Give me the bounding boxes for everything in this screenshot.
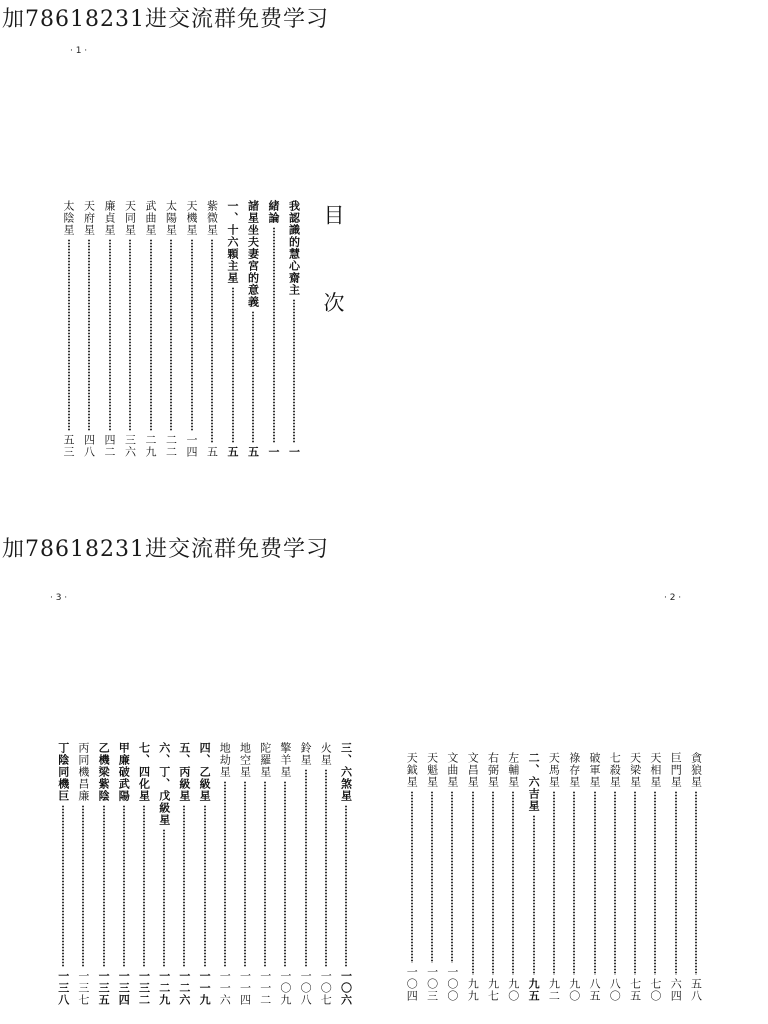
toc-entry-label: 貪狼星 [689,752,703,788]
toc-entry-label: 天魁星 [425,752,439,788]
leader-dots [512,791,514,975]
leader-dots [129,239,131,431]
toc-entry-page: 一四 [185,434,198,458]
toc-entry-page: 四八 [82,434,96,458]
leader-dots [82,805,84,967]
toc-entry [266,200,282,458]
toc-entry [163,200,179,458]
toc-entry-page: 一〇八 [299,970,313,1006]
leader-dots [293,299,295,443]
toc-entry-page: 九〇 [506,978,520,1002]
toc-entry [176,742,192,1006]
toc-entry [237,742,253,1006]
toc-entry-label: 紫微星 [205,200,219,236]
toc-entry [225,200,241,458]
toc-entry-page: 五八 [689,978,703,1002]
toc-entry-page: 一三四 [117,970,131,1006]
toc-entry [197,742,213,1006]
toc-entry [627,752,643,1002]
toc-entry-page: 一 [267,446,280,458]
leader-dots [472,791,474,975]
toc-entry [75,742,91,1006]
toc-entry-page: 六四 [669,978,683,1002]
leader-dots [594,791,596,975]
toc-entry [136,742,152,1006]
toc-entry [116,742,132,1006]
toc-entry-label: 武曲星 [144,200,157,236]
toc-entry [204,200,220,458]
leader-dots [109,239,111,431]
toc-entry [505,752,521,1002]
toc-entry-label: 五、丙級星 [177,742,191,802]
toc-entry-page: 二九 [144,434,157,458]
toc-entry-page: 一〇四 [405,966,419,1002]
toc-entry-label: 巨門星 [669,752,683,788]
toc-entry-page: 一〇三 [425,966,439,1002]
toc-entry-page: 七五 [628,978,642,1002]
toc-entry [245,200,261,458]
toc-entry-label: 地空星 [238,742,252,778]
leader-dots [431,791,433,963]
leader-dots [232,287,234,443]
toc-entry [424,752,440,1002]
toc-entry-page: 九九 [466,978,480,1002]
toc-entry-page: 五 [246,446,260,458]
toc-entry [546,752,562,1002]
toc-entry-label: 太陽星 [164,200,178,236]
leader-dots [533,815,535,975]
toc-entry-label: 一、十六顆主星 [226,200,239,284]
toc-entry [566,752,582,1002]
toc-entry-page: 一〇九 [278,970,292,1006]
toc-entry-label: 太陰星 [62,200,75,236]
toc-entry-page: 一三二 [137,970,151,1006]
toc-entry-page: 五 [205,446,219,458]
toc-entry [156,742,172,1006]
toc-entry-page: 一二九 [157,970,171,1006]
watermark-middle: 加78618231进交流群免费学习 [2,537,329,562]
toc-entry-label: 二、六吉星 [527,752,541,812]
toc-entry-page: 一〇六 [339,970,353,1006]
toc-entry [96,742,112,1006]
toc-entry-label: 四、乙級星 [198,742,212,802]
leader-dots [654,791,656,975]
toc-title: 目 次 [321,204,345,343]
toc-entry-page: 一〇〇 [445,966,459,1002]
toc-entry-label: 天同星 [123,200,137,236]
toc-entry-page: 一一九 [198,970,212,1006]
leader-dots [284,781,286,967]
toc-entry-label: 右弼星 [486,752,500,788]
toc-entry-label: 六、丁、戊級星 [157,742,171,826]
toc-entry-label: 陀羅星 [258,742,272,778]
leader-dots [183,805,185,967]
toc-entry-page: 一二六 [177,970,191,1006]
toc-entry-page: 八〇 [608,978,622,1002]
toc-entry-page: 一三八 [56,970,70,1006]
page-number-2: · 2 · [664,593,682,603]
toc-entry-page: 三六 [123,434,137,458]
toc-entry-page: 九二 [547,978,561,1002]
toc-entry [217,742,233,1006]
toc-entry-label: 甲廉破武陽 [117,742,131,802]
toc-entry [404,752,420,1002]
leader-dots [123,805,125,967]
toc-entry [607,752,623,1002]
toc-entry-label: 乙機梁紫陰 [97,742,111,802]
toc-entry-page: 一 [287,446,301,458]
leader-dots [224,781,226,967]
toc-entry-label: 廉貞星 [103,200,116,236]
toc-entry-label: 我認識的慧心齋主 [287,200,301,296]
toc-entry-label: 緒論 [267,200,280,224]
leader-dots [143,805,145,967]
leader-dots [150,239,152,431]
toc-entry [184,200,200,458]
leader-dots [211,239,213,443]
toc-entry-label: 鈴星 [299,742,313,766]
leader-dots [163,829,165,967]
toc-entry [444,752,460,1002]
toc-entry [647,752,663,1002]
toc-entry [688,752,704,1002]
toc-entry-page: 八五 [588,978,601,1002]
leader-dots [573,791,575,975]
toc-entry-label: 天梁星 [628,752,642,788]
leader-dots [553,791,555,975]
toc-entry-label: 火星 [319,742,333,766]
leader-dots [492,791,494,975]
toc-entry [102,200,118,458]
toc-entry [338,742,354,1006]
watermark-top: 加78618231进交流群免费学习 [2,7,329,32]
leader-dots [103,805,105,967]
toc-entry-page: 四二 [103,434,116,458]
leader-dots [614,791,616,975]
toc-entry-page: 一三五 [97,970,111,1006]
leader-dots [68,239,70,431]
toc-entry [668,752,684,1002]
toc-entry-label: 丁陰同機巨 [56,742,70,802]
toc-entry-page: 九〇 [567,978,581,1002]
leader-dots [345,805,347,967]
toc-entry-label: 天鉞星 [405,752,419,788]
leader-dots [305,769,307,967]
leader-dots [62,805,64,967]
toc-entry [122,200,138,458]
toc-entry [318,742,334,1006]
toc-entry-page: 二二 [164,434,178,458]
toc-entry-page: 五 [226,446,239,458]
toc-entry-label: 三、六煞星 [339,742,353,802]
page-number-1: · 1 · [70,46,88,56]
toc-entry [286,200,302,458]
leader-dots [88,239,90,431]
leader-dots [695,791,697,975]
toc-entry-label: 七殺星 [608,752,622,788]
toc-entry [81,200,97,458]
leader-dots [170,239,172,431]
page-number-3: · 3 · [50,593,68,603]
leader-dots [675,791,677,975]
leader-dots [244,781,246,967]
leader-dots [325,769,327,967]
leader-dots [273,227,275,443]
toc-entry-page: 七〇 [648,978,662,1002]
leader-dots [191,239,193,431]
toc-entry-page: 一三七 [76,970,90,1006]
toc-entry-page: 九五 [527,978,541,1002]
toc-entry-label: 左輔星 [506,752,520,788]
toc-entry-page: 一一二 [258,970,272,1006]
toc-entry [277,742,293,1006]
toc-entry [485,752,501,1002]
toc-entry [465,752,481,1002]
toc-entry-label: 擎羊星 [278,742,292,778]
toc-entry-label: 文昌星 [466,752,480,788]
toc-entry [587,752,603,1002]
toc-entry-label: 七、四化星 [137,742,151,802]
leader-dots [411,791,413,963]
leader-dots [264,781,266,967]
toc-entry-label: 諸星坐夫妻宮的意義 [246,200,260,308]
toc-entry-label: 破軍星 [588,752,601,788]
toc-entry [55,742,71,1006]
toc-entry-page: 一一四 [238,970,252,1006]
toc-entry-page: 一一六 [218,970,232,1006]
leader-dots [451,791,453,963]
toc-entry [526,752,542,1002]
toc-entry-label: 天馬星 [547,752,561,788]
toc-entry-page: 一〇七 [319,970,333,1006]
leader-dots [634,791,636,975]
toc-entry [143,200,159,458]
toc-entry-label: 祿存星 [567,752,581,788]
toc-entry-page: 九七 [486,978,500,1002]
toc-entry-label: 文曲星 [445,752,459,788]
toc-entry-label: 天機星 [185,200,198,236]
toc-entry-label: 天相星 [648,752,662,788]
toc-entry-label: 丙同機昌廉 [76,742,90,802]
toc-entry [61,200,77,458]
toc-entry [298,742,314,1006]
leader-dots [204,805,206,967]
toc-entry-label: 地劫星 [218,742,232,778]
toc-entry [257,742,273,1006]
toc-entry-label: 天府星 [82,200,96,236]
leader-dots [252,311,254,443]
toc-entry-page: 五三 [62,434,75,458]
